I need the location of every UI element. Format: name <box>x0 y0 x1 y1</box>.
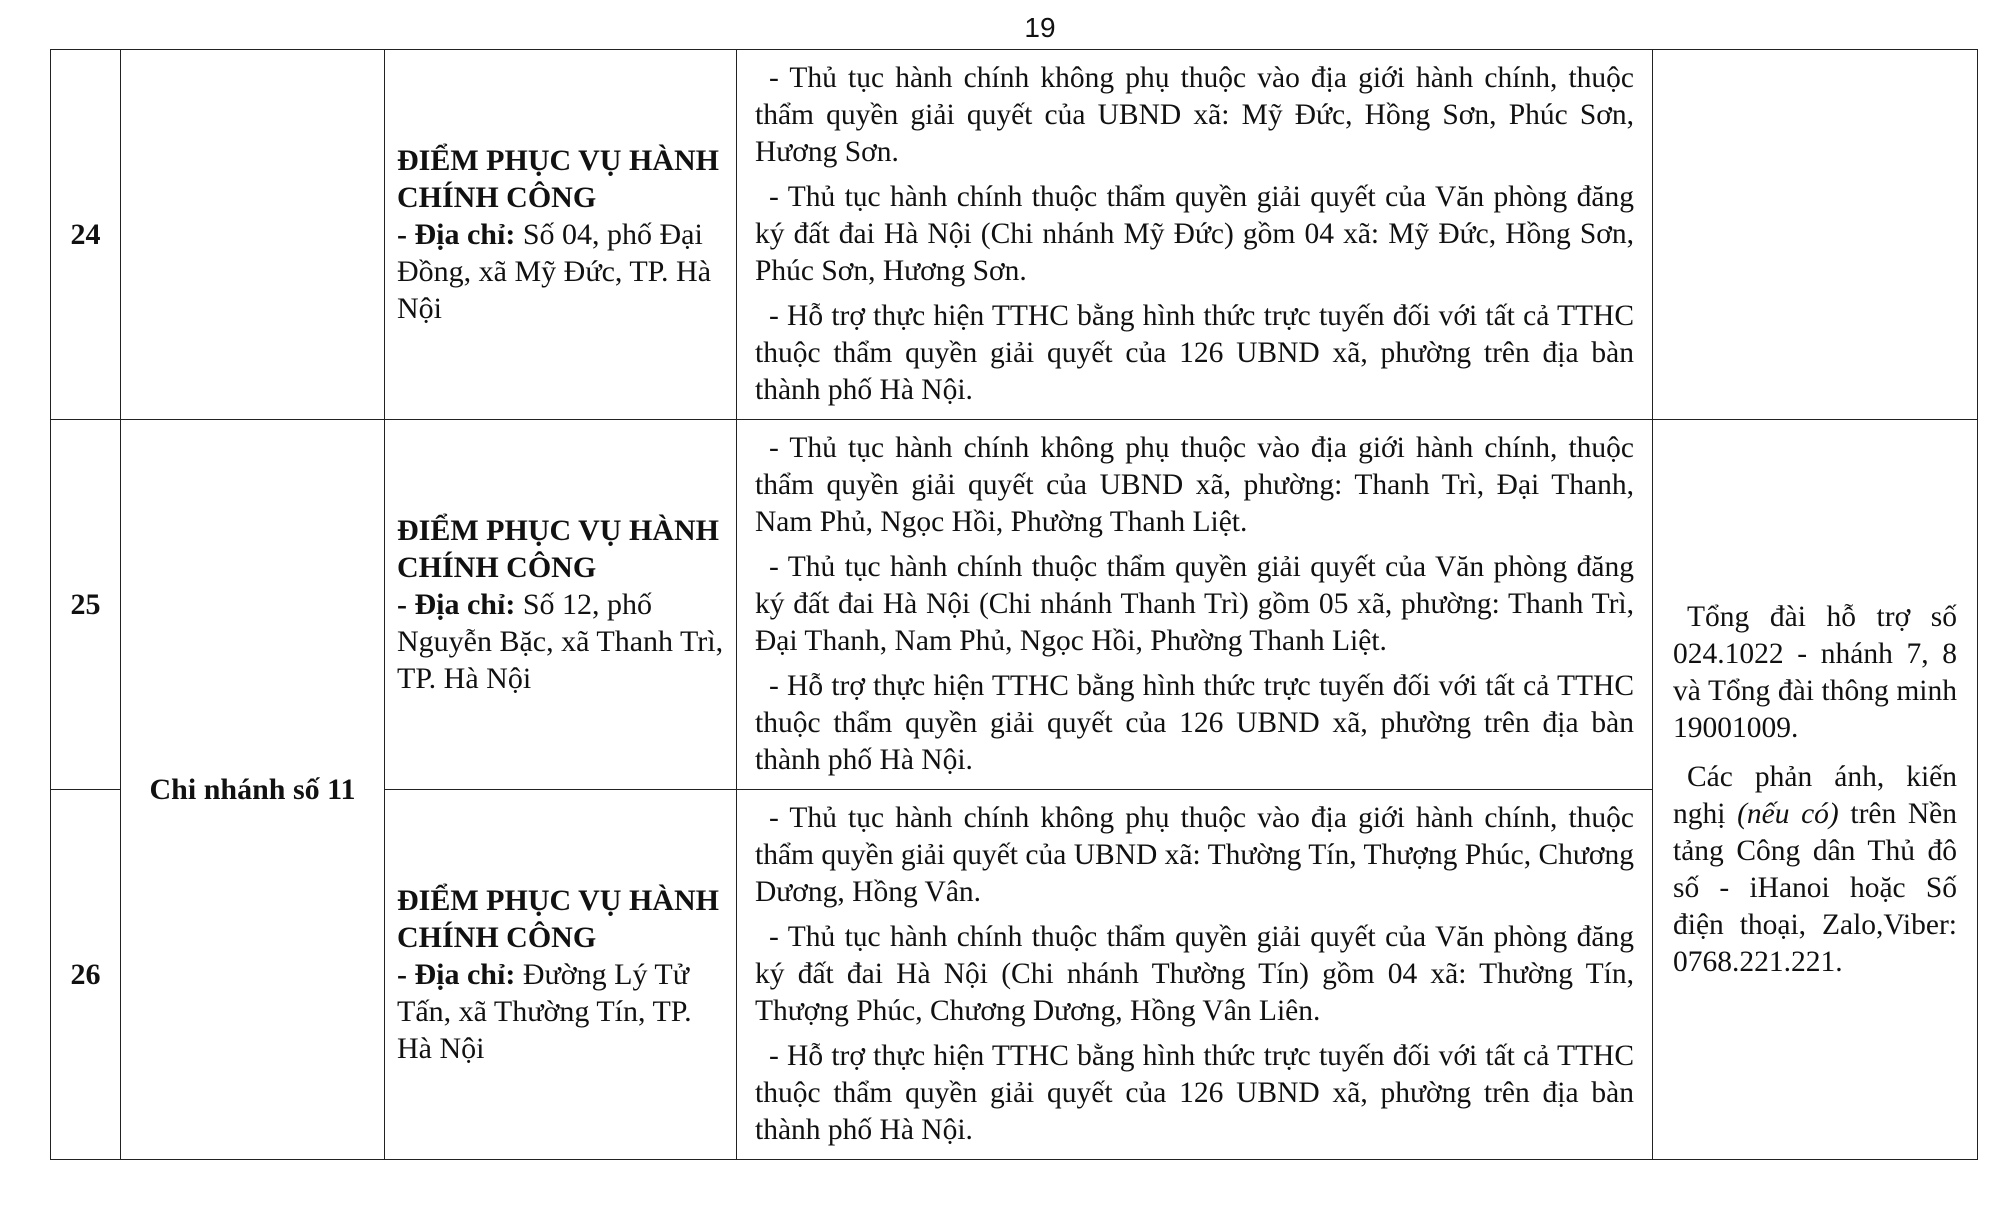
service-point-address <box>397 956 724 1067</box>
row-number: 24 <box>51 50 121 420</box>
scope-item: - Thủ tục hành chính không phụ thuộc vào địa giới hành chính, thuộc thẩm quyền giải quyết của UBND xã: Thường Tín, Thượng Phúc, Chương Dương, Hồng Vân. <box>755 802 1634 908</box>
support-feedback-text: Các phản ánh, kiến nghị <box>1673 760 1957 830</box>
service-point-title: ĐIỂM PHỤC VỤ HÀNH CHÍNH CÔNG <box>397 884 719 954</box>
support-hotline: Tổng đài hỗ trợ số 024.1022 - nhánh 7, 8 và Tổng đài thông minh 19001009. <box>1673 600 1957 744</box>
support-feedback-italic: (nếu có) <box>1737 797 1839 830</box>
scope-item: - Thủ tục hành chính không phụ thuộc vào địa giới hành chính, thuộc thẩm quyền giải quyết của UBND xã: Mỹ Đức, Hồng Sơn, Phúc Sơn, Hương Sơn. <box>755 62 1634 168</box>
address-text: Số 04, phố Đại Đồng, xã Mỹ Đức, TP. Hà Nội <box>397 218 712 325</box>
branch-cell-empty <box>121 50 385 420</box>
page-number: 19 <box>1024 12 1056 43</box>
address-label: - Địa chỉ: <box>397 588 516 621</box>
address-text: Số 12, phố Nguyễn Bặc, xã Thanh Trì, TP. Hà Nội <box>397 588 724 695</box>
service-point-address <box>397 216 724 327</box>
address-text: Đường Lý Tử Tấn, xã Thường Tín, TP. Hà Nội <box>397 958 692 1065</box>
service-point-title: ĐIỂM PHỤC VỤ HÀNH CHÍNH CÔNG <box>397 514 719 584</box>
table-row <box>51 50 1978 420</box>
scope-cell <box>737 790 1653 1160</box>
scope-item: - Hỗ trợ thực hiện TTHC bằng hình thức trực tuyến đối với tất cả TTHC thuộc thẩm quyền giải quyết của 126 UBND xã, phường trên địa bàn thành phố Hà Nội. <box>755 670 1634 776</box>
scope-item: - Thủ tục hành chính không phụ thuộc vào địa giới hành chính, thuộc thẩm quyền giải quyết của UBND xã, phường: Thanh Trì, Đại Thanh, Nam Phủ, Ngọc Hồi, Phường Thanh Liệt. <box>755 432 1634 538</box>
support-cell-empty <box>1653 50 1978 420</box>
service-point-cell <box>385 420 737 790</box>
scope-item: - Thủ tục hành chính thuộc thẩm quyền giải quyết của Văn phòng đăng ký đất đai Hà Nội (Chi nhánh Thường Tín) gồm 04 xã: Thường Tín, Thượng Phúc, Chương Dương, Hồng Vân Liên. <box>755 921 1634 1027</box>
scope-item: - Thủ tục hành chính thuộc thẩm quyền giải quyết của Văn phòng đăng ký đất đai Hà Nội (Chi nhánh Mỹ Đức) gồm 04 xã: Mỹ Đức, Hồng Sơn, Phúc Sơn, Hương Sơn. <box>755 181 1634 287</box>
scope-item: - Thủ tục hành chính thuộc thẩm quyền giải quyết của Văn phòng đăng ký đất đai Hà Nội (Chi nhánh Thanh Trì) gồm 05 xã, phường: Thanh Trì, Đại Thanh, Nam Phủ, Ngọc Hồi, Phường Thanh Liệt. <box>755 551 1634 657</box>
service-point-cell <box>385 790 737 1160</box>
address-label: - Địa chỉ: <box>397 958 516 991</box>
scope-cell <box>737 420 1653 790</box>
scope-cell <box>737 50 1653 420</box>
service-point-address <box>397 586 724 697</box>
service-point-title: ĐIỂM PHỤC VỤ HÀNH CHÍNH CÔNG <box>397 144 719 214</box>
row-number: 26 <box>51 790 121 1160</box>
scope-item: - Hỗ trợ thực hiện TTHC bằng hình thức trực tuyến đối với tất cả TTHC thuộc thẩm quyền giải quyết của 126 UBND xã, phường trên địa bàn thành phố Hà Nội. <box>755 1040 1634 1146</box>
table-row <box>51 420 1978 790</box>
support-contact-cell <box>1653 420 1978 1160</box>
support-feedback <box>1673 759 1957 981</box>
row-number: 25 <box>51 420 121 790</box>
service-point-cell <box>385 50 737 420</box>
address-label: - Địa chỉ: <box>397 218 516 251</box>
scope-item: - Hỗ trợ thực hiện TTHC bằng hình thức trực tuyến đối với tất cả TTHC thuộc thẩm quyền giải quyết của 126 UBND xã, phường trên địa bàn thành phố Hà Nội. <box>755 300 1634 406</box>
support-feedback-text-end: trên Nền tảng Công dân Thủ đô số - iHanoi hoặc Số điện thoại, Zalo,Viber: 0768.221.221. <box>1673 797 1957 978</box>
service-points-table <box>50 49 1978 1160</box>
branch-name: Chi nhánh số 11 <box>121 420 385 1160</box>
